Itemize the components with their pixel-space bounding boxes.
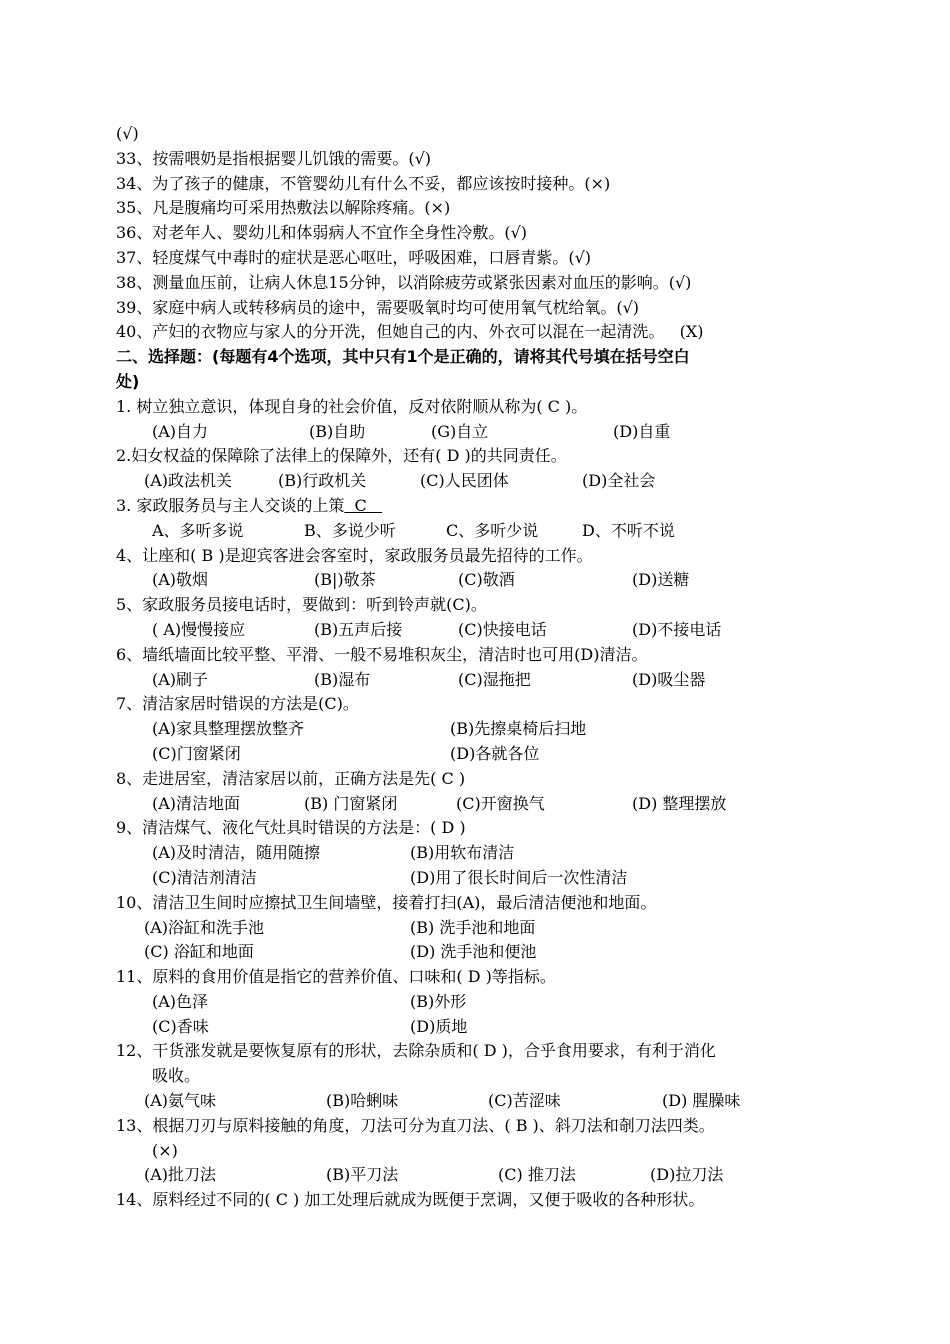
question-text: 6、墙纸墙面比较平整、平滑、一般不易堆积灰尘，清洁时也可用(D)清洁。 — [116, 644, 648, 664]
text-line: 34、为了孩子的健康，不管婴幼儿有什么不妥，都应该按时接种。(×) — [116, 173, 611, 193]
option-row — [116, 717, 846, 742]
option-row — [116, 990, 846, 1015]
option: (A)政法机关 — [144, 471, 233, 491]
answer-blank: C — [344, 495, 383, 515]
text-line: 39、家庭中病人或转移病员的途中，需要吸氧时均可使用氧气枕给氧。(√) — [116, 297, 640, 317]
option-row — [116, 742, 846, 767]
text-line: 36、对老年人、婴幼儿和体弱病人不宜作全身性冷敷。(√) — [116, 223, 528, 243]
option-row — [116, 792, 846, 817]
option-row — [116, 469, 846, 494]
option: (A)色泽 — [152, 991, 209, 1011]
option: (B)自助 — [309, 421, 366, 441]
option-row — [116, 618, 846, 643]
option: D、不听不说 — [582, 520, 675, 540]
question-text: 12、干货涨发就是要恢复原有的形状，去除杂质和( D )，合乎食用要求，有利于消化 — [116, 1041, 716, 1061]
option: C、多听少说 — [446, 520, 539, 540]
option: A、多听多说 — [152, 520, 244, 540]
option: (C)湿拖把 — [458, 669, 531, 689]
option: (G)自立 — [431, 421, 489, 441]
option: (A)自力 — [152, 421, 209, 441]
option: (B)平刀法 — [326, 1165, 399, 1185]
option: (B) 门窗紧闭 — [304, 793, 398, 813]
section-heading: 二、选择题：(每题有4个选项，其中只有1个是正确的，请将其代号填在括号空白 — [116, 347, 690, 367]
question-text: 10、清洁卫生间时应擦拭卫生间墙壁，接着打扫(A)，最后清洁便池和地面。 — [116, 892, 657, 912]
option-row — [116, 568, 846, 593]
option: ( A)慢慢接应 — [152, 619, 246, 639]
option: (C)门窗紧闭 — [152, 743, 241, 763]
option: (C)苦涩味 — [488, 1091, 561, 1111]
option: (C)敬酒 — [458, 570, 515, 590]
text-line: 37、轻度煤气中毒时的症状是恶心呕吐，呼吸困难，口唇青紫。(√) — [116, 247, 592, 267]
option-row — [116, 420, 846, 445]
option: (C)人民团体 — [420, 471, 509, 491]
option: (D)各就各位 — [450, 743, 540, 763]
option: (B)五声后接 — [314, 619, 403, 639]
option: (D)拉刀法 — [650, 1165, 724, 1185]
text-line: 38、测量血压前，让病人休息15分钟，以消除疲劳或紧张因素对血压的影响。(√) — [116, 272, 692, 292]
option: (A)家具整理摆放整齐 — [152, 719, 305, 739]
option: (A)及时清洁，随用随擦 — [152, 843, 321, 863]
option: (A)清洁地面 — [152, 793, 241, 813]
option-row — [116, 1163, 846, 1188]
question-text-cont: 吸收。 — [152, 1066, 201, 1086]
option-row — [116, 940, 846, 965]
option: (C)快接电话 — [458, 619, 547, 639]
option: (D) 整理摆放 — [632, 793, 727, 813]
option: (B)用软布清洁 — [410, 843, 515, 863]
option-row — [116, 866, 846, 891]
question-text-part: 3. 家政服务员与主人交谈的上策 — [116, 495, 345, 515]
option: (A)批刀法 — [144, 1165, 217, 1185]
question-text-cont: (×) — [152, 1140, 178, 1160]
text-line: 40、产妇的衣物应与家人的分开洗，但她自己的内、外衣可以混在一起清洗。 (X) — [116, 322, 704, 342]
option: (B)哈蜊味 — [326, 1091, 399, 1111]
option: (B)外形 — [410, 991, 467, 1011]
option: (D)全社会 — [582, 471, 656, 491]
option-row — [116, 1089, 846, 1114]
option: (D)质地 — [410, 1016, 468, 1036]
option: (D)吸尘器 — [632, 669, 706, 689]
question-text — [116, 494, 846, 519]
question-text: 2.妇女权益的保障除了法律上的保障外，还有( D )的共同责任。 — [116, 446, 567, 466]
option: (B)先擦桌椅后扫地 — [450, 719, 587, 739]
option-row — [116, 519, 846, 544]
option: (D) 洗手池和便池 — [410, 942, 537, 962]
question-text: 13、根据刀刃与原料接触的角度，刀法可分为直刀法、( B )、斜刀法和剞刀法四类。 — [116, 1115, 715, 1135]
text-line: (√) — [116, 124, 139, 143]
option-row — [116, 841, 846, 866]
option: (D)自重 — [613, 421, 671, 441]
option: (C) 浴缸和地面 — [144, 942, 254, 962]
question-text: 8、走进居室，清洁家居以前，正确方法是先( C ) — [116, 768, 466, 788]
option: (D)送糖 — [632, 570, 690, 590]
document-page — [116, 122, 846, 1213]
text-line: 33、按需喂奶是指根据婴儿饥饿的需要。(√) — [116, 148, 432, 168]
option-row — [116, 668, 846, 693]
option: (B|)敬茶 — [314, 570, 376, 590]
text-line: 35、凡是腹痛均可采用热敷法以解除疼痛。(×) — [116, 198, 451, 218]
option: (B) 洗手池和地面 — [410, 917, 536, 937]
option: (A)敬烟 — [152, 570, 209, 590]
question-text: 14、原料经过不同的( C ) 加工处理后就成为既便于烹调，又便于吸收的各种形状。 — [116, 1190, 705, 1210]
option: (C)清洁剂清洁 — [152, 867, 257, 887]
option-row — [116, 916, 846, 941]
option: (B)行政机关 — [278, 471, 367, 491]
option: (A)氨气味 — [144, 1091, 217, 1111]
question-text: 11、原料的食用价值是指它的营养价值、口味和( D )等指标。 — [116, 967, 556, 987]
option: (D)用了很长时间后一次性清洁 — [410, 867, 628, 887]
option: (B)湿布 — [314, 669, 371, 689]
option: (C)香味 — [152, 1016, 209, 1036]
option-row — [116, 1015, 846, 1040]
question-text: 7、清洁家居时错误的方法是(C)。 — [116, 694, 359, 714]
option: (A)刷子 — [152, 669, 209, 689]
option: (D) 腥臊味 — [662, 1091, 741, 1111]
question-text: 5、家政服务员接电话时，要做到：听到铃声就(C)。 — [116, 595, 487, 615]
option: B、多说少听 — [304, 520, 396, 540]
question-text: 9、清洁煤气、液化气灶具时错误的方法是：( D ) — [116, 818, 466, 838]
option: (C) 推刀法 — [498, 1165, 576, 1185]
question-text: 4、让座和( B )是迎宾客进会客室时，家政服务员最先招待的工作。 — [116, 545, 593, 565]
option: (C)开窗换气 — [456, 793, 545, 813]
question-text: 1. 树立独立意识，体现自身的社会价值，反对依附顺从称为( C )。 — [116, 396, 588, 416]
option: (D)不接电话 — [632, 619, 722, 639]
section-heading-cont: 处) — [116, 371, 140, 391]
option: (A)浴缸和洗手池 — [144, 917, 265, 937]
